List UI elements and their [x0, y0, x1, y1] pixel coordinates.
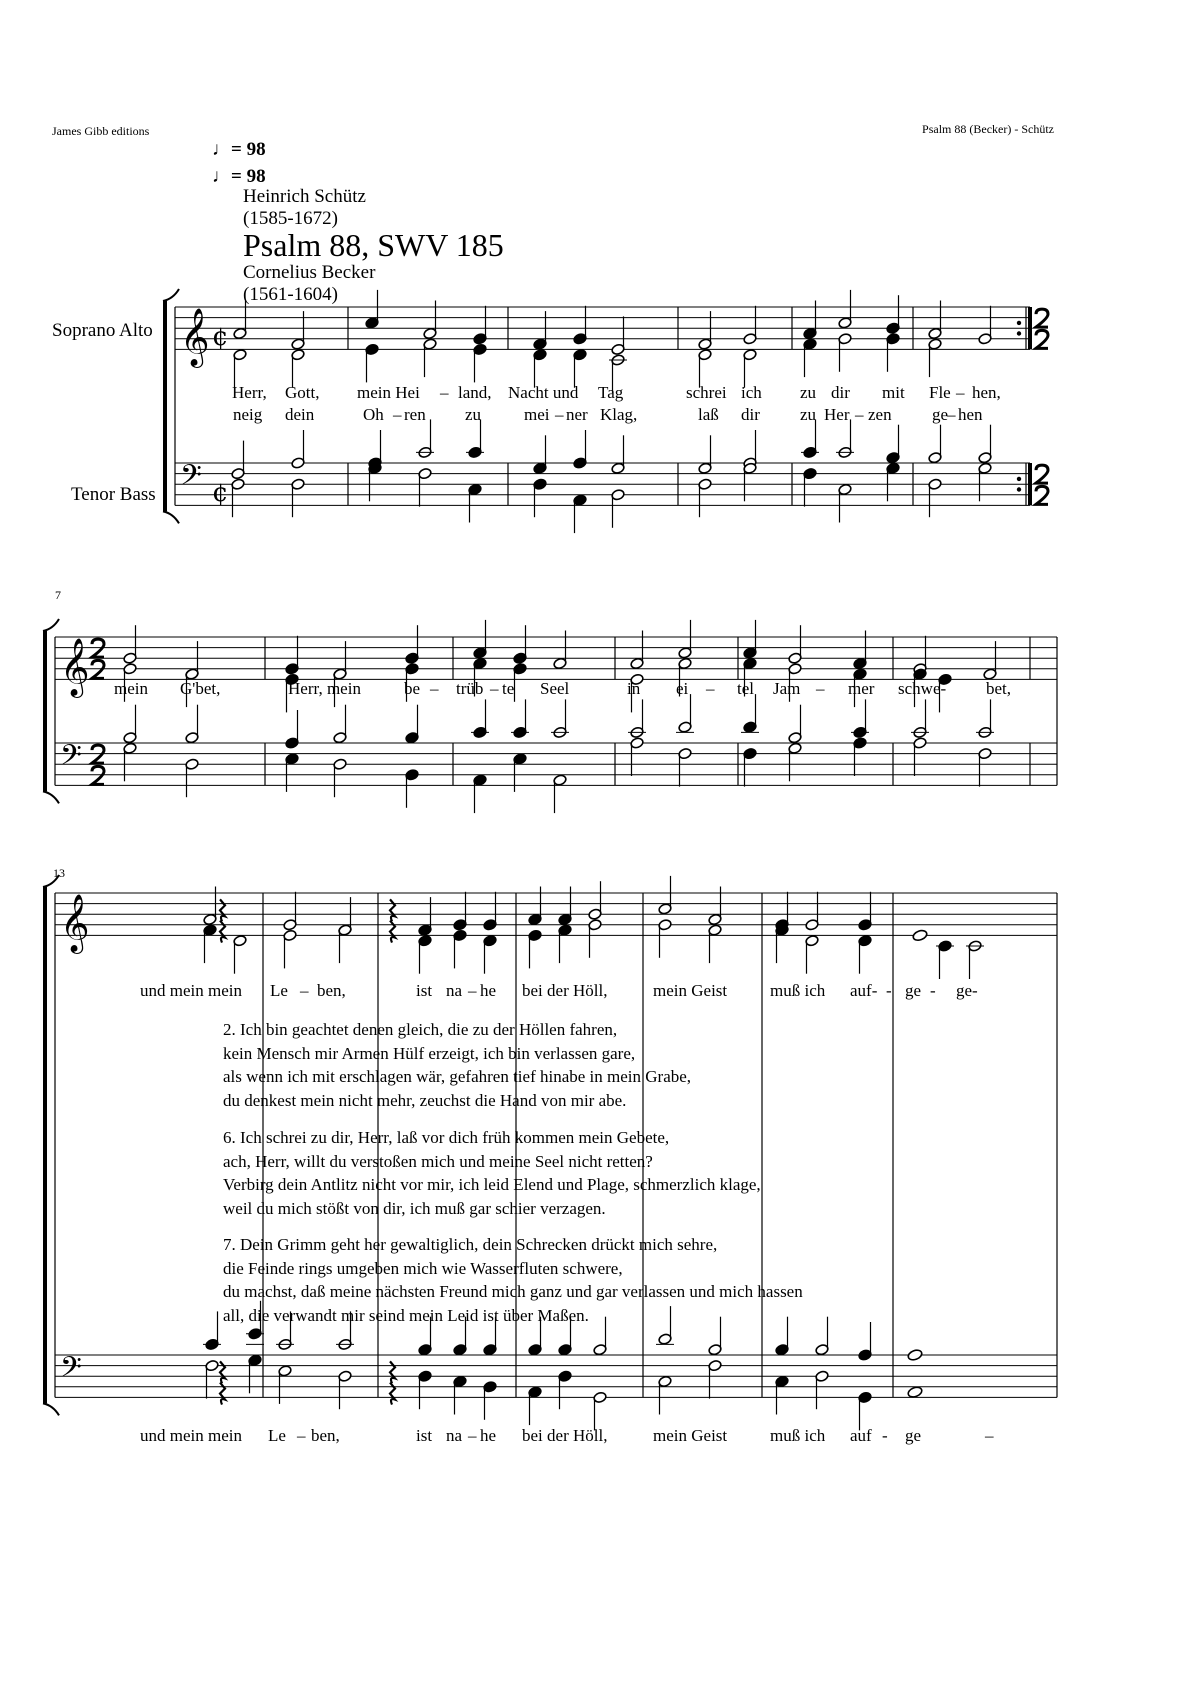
lyric-syllable: schrei: [686, 383, 727, 402]
note-head: [912, 929, 928, 942]
lyric-syllable: ich: [741, 383, 762, 402]
lyric-syllable: neig: [233, 405, 263, 424]
quarter-rest-icon: [220, 1383, 225, 1405]
bass-clef-icon: 𝄢: [60, 1351, 82, 1392]
system-bracket: [163, 511, 179, 523]
poet: Cornelius Becker: [243, 262, 376, 283]
lyric-syllable: bet,: [986, 679, 1012, 698]
bass-clef-icon: 𝄢: [180, 459, 202, 500]
lyric-syllable: –: [706, 679, 715, 698]
lyric-syllable: laß: [698, 405, 719, 424]
composer-dates: (1585-1672): [243, 208, 338, 229]
treble-clef-icon: 𝄞: [60, 893, 90, 952]
lyric-syllable: bei der Höll,: [522, 1426, 608, 1445]
treble-clef-icon: 𝄞: [60, 637, 90, 696]
quarter-rest-icon: [220, 1361, 225, 1383]
lyric-syllable: ben,: [317, 981, 346, 1000]
lyric-syllable: muß ich: [770, 981, 826, 1000]
verse-line: weil du mich stößt von dir, ich muß gar schier verzagen.: [223, 1198, 606, 1218]
quarter-note-icon: ♩: [212, 139, 231, 160]
verse-line: 6. Ich schrei zu dir, Herr, laß vor dich früh kommen mein Gebete,: [223, 1128, 670, 1147]
bass-clef-icon: 𝄢: [60, 739, 82, 780]
quarter-rest-icon: [390, 1383, 395, 1405]
lyric-syllable: zu: [465, 405, 482, 424]
lyric-syllable: ner: [566, 405, 588, 424]
lyric-syllable: Gott,: [285, 383, 320, 402]
quarter-rest-icon: [220, 921, 225, 943]
lyric-syllable: Tag: [598, 383, 624, 402]
system-bracket: [163, 289, 179, 301]
lyric-syllable: mein: [114, 679, 148, 698]
lyric-syllable: und mein mein: [140, 1426, 242, 1445]
lyric-syllable: –: [430, 679, 439, 698]
lyric-syllable: Her: [824, 405, 850, 424]
lyric-syllable: na: [446, 981, 463, 1000]
quarter-rest-icon: [390, 899, 395, 921]
lyric-syllable: –: [985, 1426, 994, 1445]
lyric-syllable: mein Hei: [357, 383, 420, 402]
lyric-syllable: -: [886, 981, 892, 1000]
lyric-syllable: schwe-: [898, 679, 947, 698]
lyric-syllable: zen: [868, 405, 892, 424]
tempo-mark: ♩= 98: [212, 139, 266, 160]
lyric-syllable: –: [297, 1426, 306, 1445]
repeat-dot: [1017, 331, 1021, 335]
lyric-syllable: –: [393, 405, 402, 424]
treble-clef-icon: 𝄞: [180, 307, 210, 366]
poet-dates: (1561-1604): [243, 284, 338, 305]
verse-line: ach, Herr, willt du verstoßen mich und meine Seel nicht retten?: [223, 1151, 653, 1171]
lyric-syllable: tel: [737, 679, 754, 698]
time-signature-2: [92, 766, 104, 784]
lyric-syllable: ei: [676, 679, 689, 698]
time-signature-2: [1036, 330, 1048, 348]
lyric-syllable: dir: [831, 383, 850, 402]
lyric-syllable: zu: [800, 405, 817, 424]
note-head: [907, 1348, 923, 1361]
lyric-syllable: be: [404, 679, 421, 698]
lyric-syllable: Herr, mein: [288, 679, 361, 698]
repeat-dot: [1017, 321, 1021, 325]
lyric-syllable: mit: [882, 383, 905, 402]
system-bracket: [43, 791, 59, 803]
lyric-syllable: Herr,: [232, 383, 267, 402]
lyric-syllable: G'bet,: [180, 679, 221, 698]
repeat-dot: [1017, 487, 1021, 491]
lyric-syllable: –: [300, 981, 309, 1000]
lyric-syllable: muß ich: [770, 1426, 826, 1445]
lyric-syllable: he: [480, 1426, 497, 1445]
measure-number: 7: [55, 588, 61, 602]
instrument-tenor-bass: Tenor Bass: [71, 484, 156, 505]
lyric-syllable: –: [855, 405, 864, 424]
lyric-syllable: –: [555, 405, 564, 424]
quarter-rest-icon: [220, 899, 225, 921]
lyric-syllable: trüb: [456, 679, 484, 698]
quarter-rest-icon: [390, 1361, 395, 1383]
quarter-note-icon: ♩: [212, 166, 231, 187]
verse-line: die Feinde rings umgeben mich wie Wasserfluten schwere,: [223, 1258, 623, 1278]
verse-2: [223, 1018, 691, 1112]
lyric-syllable: Oh: [363, 405, 384, 424]
verse-line: du machst, daß meine nächsten Freund mich ganz und gar verlassen und mich hassen: [223, 1282, 803, 1301]
composer: Heinrich Schütz: [243, 186, 366, 207]
system-bracket: [43, 619, 59, 631]
lyric-syllable: ge: [905, 1426, 922, 1445]
verse-6: [223, 1126, 761, 1220]
common-cut-time-icon: ¢: [212, 477, 229, 508]
verse-7: [223, 1233, 803, 1327]
lyric-syllable: –: [956, 383, 965, 402]
time-signature-2: [1036, 309, 1048, 327]
lyric-syllable: ist: [416, 1426, 433, 1445]
quarter-rest-icon: [390, 921, 395, 943]
lyric-syllable: –: [816, 679, 825, 698]
lyric-syllable: Le: [270, 981, 288, 1000]
lyric-syllable: und mein mein: [140, 981, 242, 1000]
header-right: Psalm 88 (Becker) - Schütz: [922, 122, 1054, 136]
lyric-syllable: mein Geist: [653, 1426, 728, 1445]
time-signature-2: [92, 745, 104, 763]
lyric-syllable: –: [947, 405, 956, 424]
verse-line: kein Mensch mir Armen Hülf erzeigt, ich bin verlassen gare,: [223, 1043, 636, 1063]
lyric-syllable: mein Geist: [653, 981, 728, 1000]
repeat-dot: [1017, 477, 1021, 481]
lyric-syllable: auf: [850, 1426, 872, 1445]
lyric-syllable: hen: [958, 405, 983, 424]
lyric-syllable: auf-: [850, 981, 878, 1000]
lyric-syllable: Fle: [929, 383, 951, 402]
time-signature-2: [92, 639, 104, 657]
lyric-syllable: ge-: [956, 981, 978, 1000]
verse-line: als wenn ich mit erschlagen wär, gefahren tief hinabe in mein Grabe,: [223, 1067, 692, 1086]
verse-line: 2. Ich bin geachtet denen gleich, die zu der Höllen fahren,: [223, 1020, 618, 1039]
lyric-syllable: mer: [848, 679, 875, 698]
lyric-syllable: land,: [458, 383, 492, 402]
lyric-syllable: ge: [932, 405, 949, 424]
common-cut-time-icon: ¢: [212, 321, 229, 352]
lyric-syllable: bei der Höll,: [522, 981, 608, 1000]
lyric-syllable: –: [440, 383, 449, 402]
lyric-syllable: zu: [800, 383, 817, 402]
lyric-syllable: Klag,: [600, 405, 638, 424]
lyric-syllable: ge: [905, 981, 922, 1000]
lyric-syllable: Le: [268, 1426, 286, 1445]
lyric-syllable: ist: [416, 981, 433, 1000]
lyric-syllable: –: [490, 679, 499, 698]
lyric-syllable: mei: [524, 405, 550, 424]
verse-line: all, die verwandt mir seind mein Leid ist über Maßen.: [223, 1305, 589, 1325]
verse-line: 7. Dein Grimm geht her gewaltiglich, dein Schrecken drückt mich sehre,: [223, 1235, 718, 1254]
time-signature-2: [1036, 465, 1048, 483]
lyric-syllable: te: [502, 679, 515, 698]
tempo-mark: ♩= 98: [212, 166, 266, 187]
system-bracket: [43, 875, 59, 887]
system-bracket: [43, 1403, 59, 1415]
lyric-syllable: in: [627, 679, 641, 698]
lyric-syllable: he: [480, 981, 497, 1000]
lyric-syllable: Seel: [540, 679, 570, 698]
lyric-syllable: na: [446, 1426, 463, 1445]
lyric-syllable: Nacht und: [508, 383, 579, 402]
lyric-syllable: ren: [404, 405, 426, 424]
lyric-syllable: -: [882, 1426, 888, 1445]
measure-number: 13: [53, 866, 65, 880]
lyric-syllable: –: [468, 981, 477, 1000]
note-head: [907, 1386, 923, 1399]
verse-line: Verbirg dein Antlitz nicht vor mir, ich leid Elend und Plage, schmerzlich klage,: [223, 1175, 761, 1194]
lyric-syllable: Jam: [773, 679, 801, 698]
verse-line: du denkest mein nicht mehr, zeuchst die Hand von mir abe.: [223, 1090, 627, 1110]
time-signature-2: [1036, 486, 1048, 504]
instrument-soprano-alto: Soprano Alto: [52, 320, 153, 341]
header-left: James Gibb editions: [52, 124, 150, 138]
lyric-syllable: ben,: [311, 1426, 340, 1445]
lyric-syllable: dir: [741, 405, 760, 424]
lyric-syllable: -: [930, 981, 936, 1000]
lyric-syllable: hen,: [972, 383, 1001, 402]
lyric-syllable: –: [468, 1426, 477, 1445]
page-title: Psalm 88, SWV 185: [243, 227, 504, 263]
time-signature-2: [92, 660, 104, 678]
lyric-syllable: dein: [285, 405, 315, 424]
